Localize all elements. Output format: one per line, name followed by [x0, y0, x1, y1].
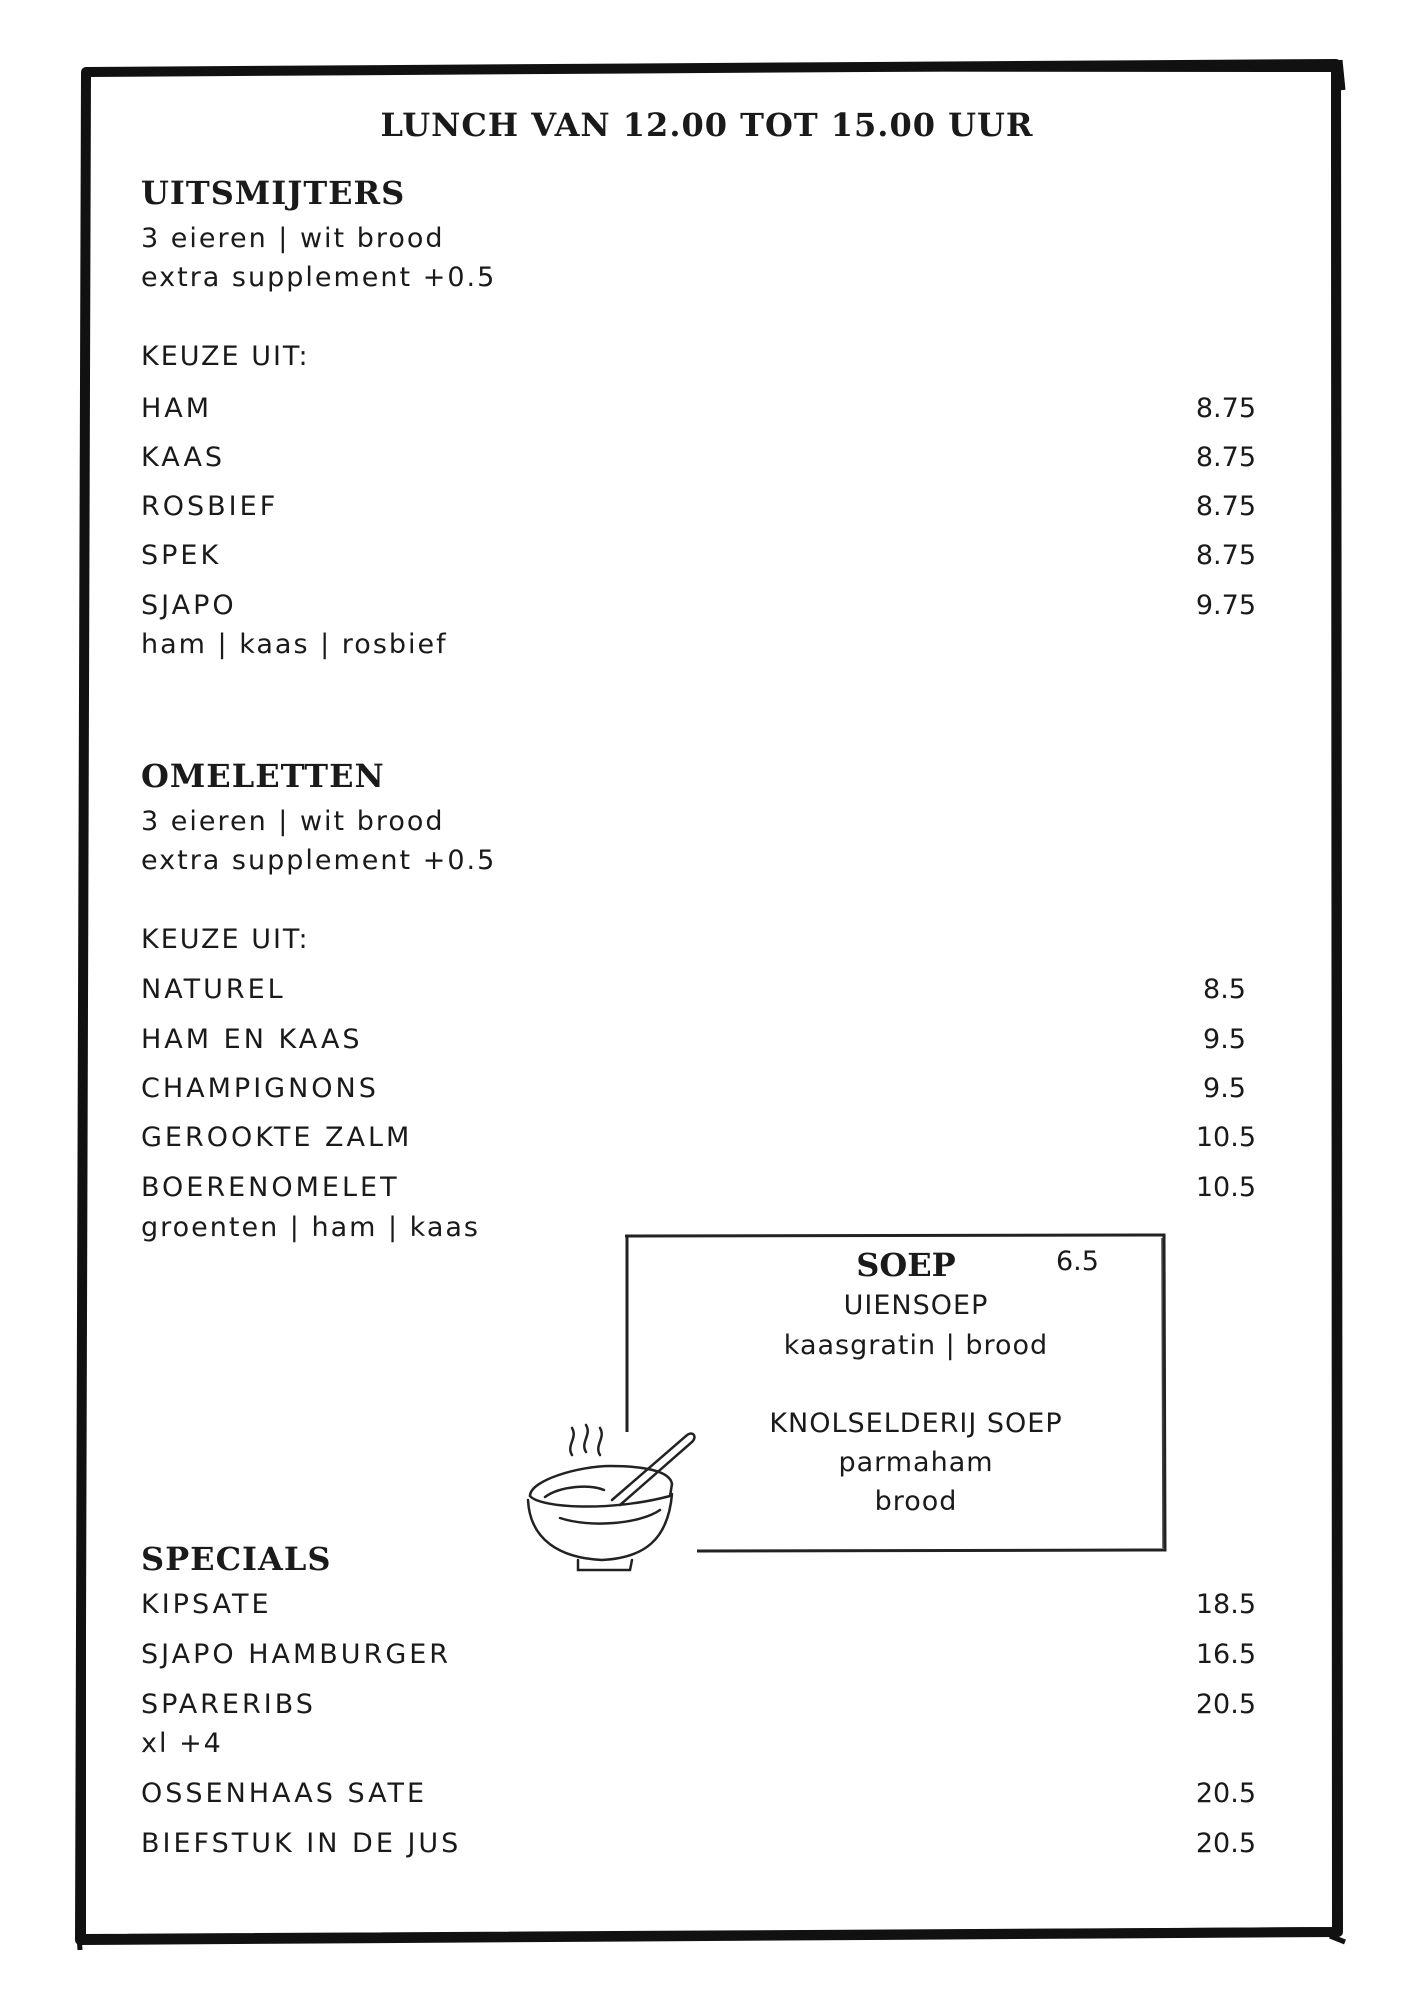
- menu-item-name: SPARERIBS: [141, 1689, 316, 1720]
- soup-line: parmaham: [838, 1447, 994, 1478]
- menu-item-price: 8.75: [1195, 491, 1256, 522]
- menu-item-name: NATUREL: [141, 974, 286, 1005]
- menu-item-name: ROSBIEF: [141, 491, 279, 522]
- menu-item-sub: groenten | ham | kaas: [141, 1212, 480, 1243]
- menu-item-name: BOERENOMELET: [141, 1172, 400, 1203]
- omeletten-keuze-label: KEUZE UIT:: [141, 924, 310, 955]
- soup-line: brood: [874, 1486, 958, 1517]
- soup-heading: SOEP: [856, 1246, 956, 1284]
- soup-line: kaasgratin | brood: [783, 1330, 1049, 1361]
- uitsmijters-keuze-label: KEUZE UIT:: [141, 341, 310, 372]
- soup-line: KNOLSELDERIJ SOEP: [769, 1408, 1063, 1439]
- menu-item-price: 20.5: [1195, 1689, 1256, 1720]
- menu-item-price: 20.5: [1195, 1828, 1256, 1859]
- menu-item-price: 9.5: [1203, 1024, 1246, 1055]
- menu-item-price: 10.5: [1195, 1122, 1256, 1153]
- menu-item-name: GEROOKTE ZALM: [141, 1122, 413, 1153]
- menu-item-price: 8.5: [1203, 974, 1246, 1005]
- section-heading-uitsmijters: UITSMIJTERS: [141, 174, 406, 212]
- menu-item-sub: ham | kaas | rosbief: [141, 629, 448, 660]
- menu-item-sub: xl +4: [141, 1728, 223, 1759]
- page-title: LUNCH VAN 12.00 TOT 15.00 UUR: [380, 106, 1034, 144]
- menu-item-name: SPEK: [141, 540, 222, 571]
- menu-item-name: HAM: [141, 393, 213, 424]
- menu-item-price: 20.5: [1195, 1778, 1256, 1809]
- menu-item-price: 10.5: [1195, 1172, 1256, 1203]
- menu-item-name: SJAPO HAMBURGER: [141, 1639, 452, 1670]
- menu-item-price: 8.75: [1195, 442, 1256, 473]
- menu-item-name: KAAS: [141, 442, 226, 473]
- section-heading-specials: SPECIALS: [141, 1540, 332, 1578]
- menu-item-price: 9.75: [1195, 590, 1256, 621]
- omeletten-desc-line2: extra supplement +0.5: [141, 845, 497, 876]
- menu-item-name: SJAPO: [141, 590, 237, 621]
- omeletten-desc-line1: 3 eieren | wit brood: [141, 806, 445, 837]
- section-heading-omeletten: OMELETTEN: [141, 757, 385, 795]
- menu-item-price: 18.5: [1195, 1589, 1256, 1620]
- soup-line: UIENSOEP: [843, 1290, 989, 1321]
- menu-item-price: 9.5: [1203, 1073, 1246, 1104]
- menu-item-name: BIEFSTUK IN DE JUS: [141, 1828, 462, 1859]
- menu-item-price: 16.5: [1195, 1639, 1256, 1670]
- menu-item-name: CHAMPIGNONS: [141, 1073, 379, 1104]
- uitsmijters-desc-line1: 3 eieren | wit brood: [141, 223, 445, 254]
- menu-item-name: KIPSATE: [141, 1589, 272, 1620]
- menu-item-name: HAM EN KAAS: [141, 1024, 363, 1055]
- uitsmijters-desc-line2: extra supplement +0.5: [141, 262, 497, 293]
- menu-item-name: OSSENHAAS SATE: [141, 1778, 428, 1809]
- menu-item-price: 8.75: [1195, 540, 1256, 571]
- soup-price: 6.5: [1056, 1246, 1099, 1277]
- soup-bowl-icon: [528, 1425, 694, 1570]
- menu-item-price: 8.75: [1195, 393, 1256, 424]
